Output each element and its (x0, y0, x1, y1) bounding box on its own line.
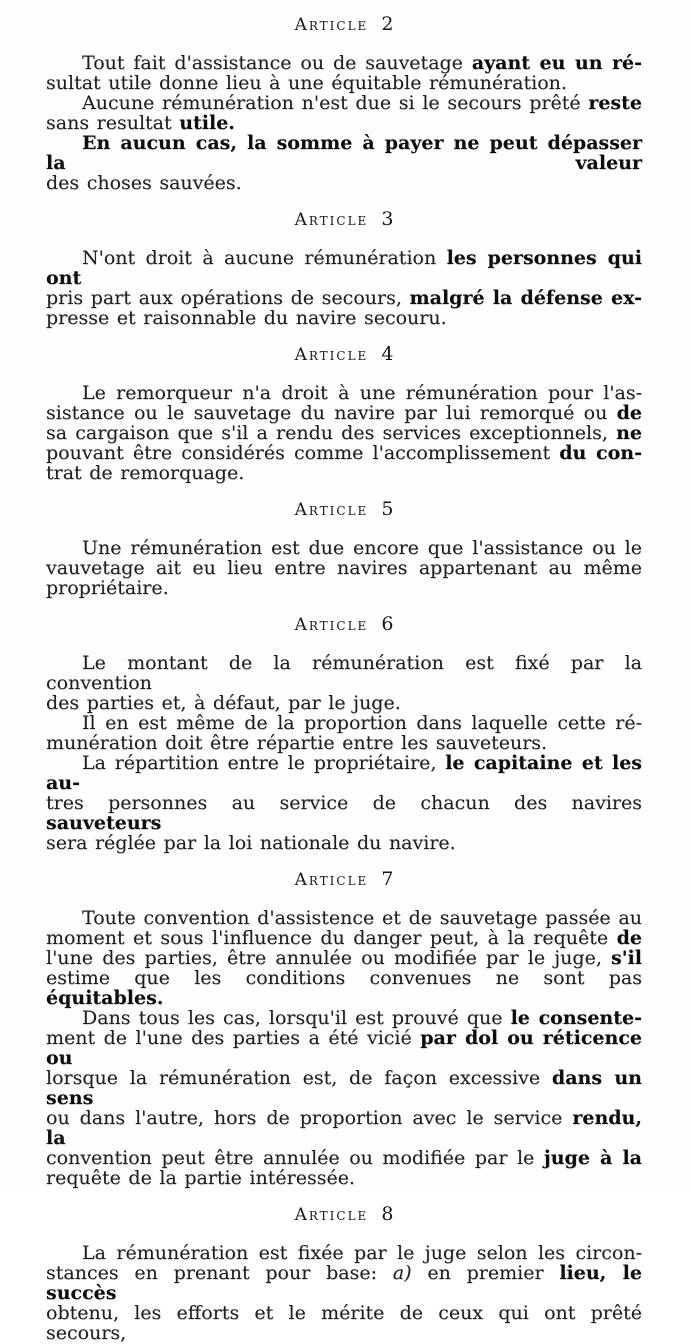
article-section-7 (46, 869, 642, 1188)
text-segment: Une rémunération est due encore que l'assistance ou le (82, 537, 642, 559)
text-line (46, 1008, 642, 1028)
text-segment: N'ont droit à aucune rémunération (82, 247, 447, 269)
text-line (46, 248, 642, 288)
text-line (46, 1303, 642, 1343)
text-segment: La répartition entre le propriétaire, (82, 752, 446, 774)
text-segment: lieu, le succès (46, 1262, 642, 1304)
text-segment: de (616, 402, 642, 424)
article-heading (46, 1204, 642, 1225)
article-heading-number: 7 (381, 868, 394, 890)
article-section-6 (46, 614, 642, 853)
article-paragraph (46, 53, 642, 93)
text-segment: ne (616, 422, 642, 444)
article-heading-label: Article (294, 15, 369, 35)
text-line (46, 713, 642, 733)
text-segment: dans un sens (46, 1067, 643, 1109)
text-line (46, 733, 642, 753)
text-line (46, 1148, 642, 1168)
text-line (46, 948, 642, 968)
text-segment: munération doit être répartie entre les sauveteurs. (46, 732, 548, 754)
text-line (46, 53, 642, 73)
text-line (46, 443, 642, 463)
text-segment: requête de la partie intéressée. (46, 1167, 355, 1189)
text-segment: Il en est même de la proportion dans laquelle cette ré- (82, 712, 642, 734)
article-paragraph (46, 248, 642, 328)
text-segment: Le montant de la rémunération est fixé par la convention (46, 652, 642, 694)
article-heading-number: 2 (381, 13, 394, 35)
article-heading (46, 344, 642, 365)
text-segment: les personnes qui ont (46, 247, 642, 289)
text-line (46, 73, 642, 93)
text-line (46, 1108, 642, 1148)
text-line (46, 928, 642, 948)
text-segment: Aucune rémunération n'est due si le secours prêté (82, 92, 589, 114)
article-heading-label: Article (294, 615, 369, 635)
article-section-3 (46, 209, 642, 328)
text-segment: utile. (179, 112, 235, 134)
text-segment: rendu, la (46, 1107, 642, 1149)
article-section-5 (46, 499, 642, 598)
article-section-8 (46, 1204, 642, 1343)
text-line (46, 463, 642, 483)
text-segment: Tout fait d'assistance ou de sauvetage (82, 52, 472, 74)
text-segment: par dol ou réticence ou (46, 1027, 642, 1069)
article-section-4 (46, 344, 642, 483)
text-segment: tres personnes au service de chacun des navires (46, 792, 642, 814)
text-segment: sera réglée par la loi nationale du navire. (46, 832, 456, 854)
text-line (46, 793, 642, 833)
text-segment: lorsque la rémunération est, de façon excessive (46, 1067, 552, 1089)
text-line (46, 93, 642, 113)
text-segment: obtenu, les efforts et le mérite de ceux qui ont prêté secours, (46, 1302, 642, 1344)
article-heading (46, 614, 642, 635)
text-segment: malgré la défense ex- (409, 287, 642, 309)
text-segment: En aucun cas, la somme à payer ne peut dépasser la valeur (46, 132, 642, 174)
text-line (46, 578, 642, 598)
text-segment: ment de l'une des parties a été vicié (46, 1027, 421, 1049)
text-line (46, 908, 642, 928)
article-paragraph (46, 538, 642, 598)
text-segment: sultat utile donne lieu à une équitable rémunération. (46, 72, 567, 94)
article-paragraph (46, 383, 642, 483)
text-segment: La rémunération est fixée par le juge selon les circon- (82, 1242, 642, 1264)
article-heading (46, 499, 642, 520)
text-line (46, 133, 642, 173)
text-line (46, 653, 642, 693)
text-segment: sa cargaison que s'il a rendu des services exceptionnels, (46, 422, 617, 444)
text-segment: du con- (559, 442, 642, 464)
text-line (46, 173, 642, 193)
text-line (46, 833, 642, 853)
text-line (46, 693, 642, 713)
article-paragraph (46, 1008, 642, 1188)
text-line (46, 968, 642, 1008)
text-line (46, 383, 642, 403)
text-segment: stances en prenant pour base: (46, 1262, 393, 1284)
text-segment: presse et raisonnable du navire secouru. (46, 307, 447, 329)
article-paragraph (46, 653, 642, 713)
text-segment: Dans tous les cas, lorsqu'il est prouvé que (82, 1007, 511, 1029)
text-segment: juge à la (543, 1147, 642, 1169)
text-segment: Le remorqueur n'a droit à une rémunération pour l'as- (82, 382, 642, 404)
text-line (46, 288, 642, 308)
text-line (46, 558, 642, 578)
article-heading-label: Article (294, 1205, 369, 1225)
text-line (46, 113, 642, 133)
article-heading-number: 3 (381, 208, 394, 230)
text-segment: le capitaine et les au- (46, 752, 642, 794)
text-segment: sauveteurs (46, 812, 162, 834)
text-segment: Toute convention d'assistence et de sauvetage passée au (82, 907, 642, 929)
text-line (46, 538, 642, 558)
text-line (46, 1168, 642, 1188)
article-heading (46, 14, 642, 35)
articles (46, 14, 642, 1343)
article-paragraph (46, 713, 642, 753)
text-segment: le consente- (510, 1007, 642, 1029)
article-heading-label: Article (294, 345, 369, 365)
article-paragraph (46, 908, 642, 1008)
text-line (46, 1028, 642, 1068)
article-section-2 (46, 14, 642, 193)
text-segment: convention peut être annulée ou modifiée par le (46, 1147, 544, 1169)
article-heading-label: Article (294, 500, 369, 520)
text-line (46, 753, 642, 793)
text-line (46, 423, 642, 443)
article-heading-number: 4 (381, 343, 394, 365)
article-heading-number: 5 (381, 498, 394, 520)
article-heading-label: Article (294, 210, 369, 230)
text-segment: en premier (411, 1262, 560, 1284)
text-line (46, 1068, 642, 1108)
text-segment: des choses sauvées. (46, 172, 242, 194)
text-segment: moment et sous l'influence du danger peut, à la requête (46, 927, 617, 949)
text-segment: reste (588, 92, 642, 114)
text-segment: s'il (611, 947, 642, 969)
article-heading (46, 209, 642, 230)
article-heading-label: Article (294, 870, 369, 890)
text-segment: l'une des parties, être annulée ou modifiée par le juge, (46, 947, 612, 969)
text-segment: équitables. (46, 987, 164, 1009)
text-segment: sans resultat (46, 112, 180, 134)
text-line (46, 403, 642, 423)
article-paragraph (46, 93, 642, 133)
text-line (46, 1263, 642, 1303)
text-line (46, 1243, 642, 1263)
text-segment: des parties et, à défaut, par le juge. (46, 692, 401, 714)
text-segment: estime que les conditions convenues ne sont pas (46, 967, 642, 989)
article-heading (46, 869, 642, 890)
article-paragraph (46, 133, 642, 193)
article-paragraph (46, 1243, 642, 1343)
text-segment: pouvant être considérés comme l'accomplissement (46, 442, 560, 464)
text-segment: sistance ou le sauvetage du navire par lui remorqué ou (46, 402, 617, 424)
text-segment: a) (392, 1262, 412, 1284)
article-paragraph (46, 753, 642, 853)
text-segment: propriétaire. (46, 577, 169, 599)
text-segment: vauvetage ait eu lieu entre navires appartenant au même (46, 557, 642, 579)
text-segment: ayant eu un ré- (471, 52, 643, 74)
text-segment: ou dans l'autre, hors de proportion avec le service (46, 1107, 573, 1129)
article-heading-number: 8 (381, 1203, 394, 1225)
text-line (46, 308, 642, 328)
article-heading-number: 6 (381, 613, 394, 635)
text-segment: trat de remorquage. (46, 462, 245, 484)
text-segment: pris part aux opérations de secours, (46, 287, 410, 309)
text-segment: de (616, 927, 642, 949)
